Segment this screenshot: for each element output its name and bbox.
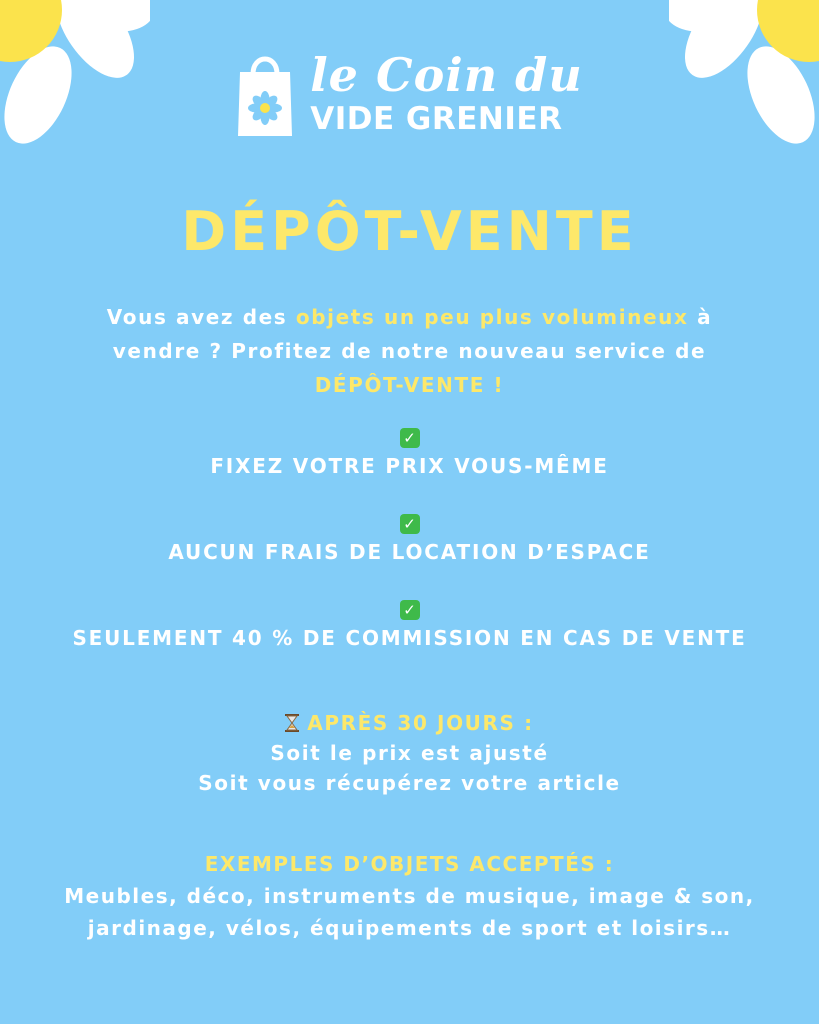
intro-service-name: DÉPÔT-VENTE !	[314, 373, 505, 397]
after-heading-row	[0, 708, 819, 738]
perk-label: SEULEMENT 40 % DE COMMISSION EN CAS DE VENTE	[72, 626, 747, 650]
perk-item	[0, 514, 819, 564]
perk-label: AUCUN FRAIS DE LOCATION D’ESPACE	[168, 540, 651, 564]
examples-heading: EXEMPLES D’OBJETS ACCEPTÉS :	[204, 852, 615, 876]
brand-name-line2: VIDE GRENIER	[310, 100, 563, 137]
after-heading: APRÈS 30 JOURS :	[307, 711, 534, 735]
shopping-bag-icon	[236, 46, 294, 140]
after-30-days-section	[0, 708, 819, 798]
page-title: DÉPÔT-VENTE	[181, 200, 638, 263]
check-icon: ✓	[400, 514, 420, 534]
intro-highlight: objets un peu plus volumineux	[295, 305, 689, 329]
brand-name-line1: le Coin du	[310, 47, 583, 102]
check-icon: ✓	[400, 600, 420, 620]
after-line-2: Soit vous récupérez votre article	[198, 771, 621, 795]
intro-paragraph	[70, 300, 749, 402]
perk-item	[0, 600, 819, 650]
examples-section	[60, 848, 759, 944]
hourglass-icon	[285, 714, 299, 732]
examples-text: Meubles, déco, instruments de musique, image & son, jardinage, vélos, équipements de sport et loisirs…	[64, 884, 755, 940]
check-icon: ✓	[400, 428, 420, 448]
perk-label: FIXEZ VOTRE PRIX VOUS-MÊME	[210, 454, 609, 478]
after-line-1: Soit le prix est ajusté	[270, 741, 549, 765]
brand-logo	[0, 46, 819, 140]
intro-text-middle: à vendre ? Profitez de notre nouveau service de	[112, 305, 713, 363]
intro-text-start: Vous avez des	[106, 305, 296, 329]
perk-item	[0, 428, 819, 478]
